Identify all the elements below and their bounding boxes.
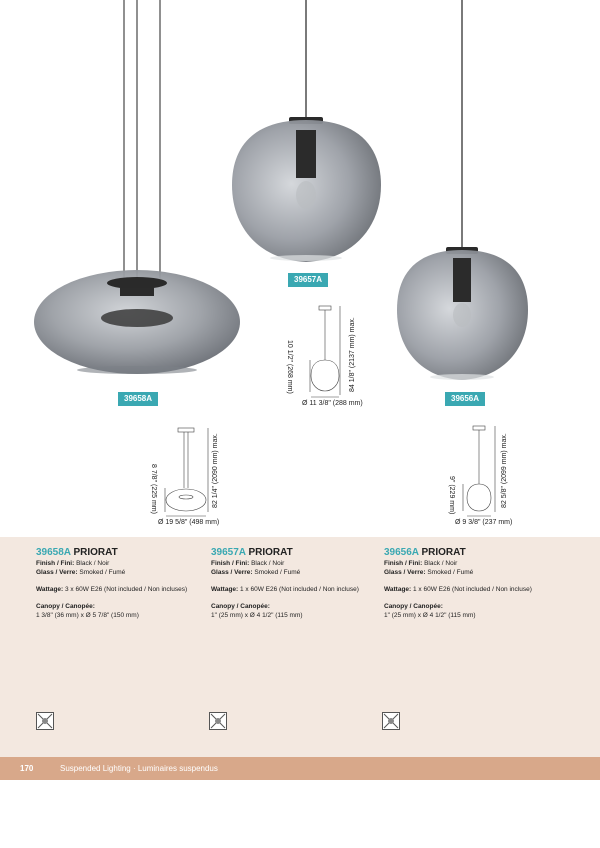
product-label-39656a: 39656A — [445, 392, 485, 406]
dim-39656a-height: 82 5/8" (2099 mm) max. — [501, 433, 508, 508]
dim-39658a-shade: 8 7/8" (225 mm) — [150, 464, 157, 514]
dim-39656a-width: Ø 9 3/8" (237 mm) — [455, 519, 513, 526]
dim-39656a-shade: 9" (229 mm) — [448, 476, 455, 515]
dim-39657a-shade: 10 1/2" (268 mm) — [286, 340, 293, 394]
page-footer — [0, 757, 600, 780]
spec-column-39656a: 39656A PRIORAT Finish / Fini: Black / Noir Glass / Verre: Smoked / Fumé Wattage: 1 x 60W E26 (Not included / Non incluse) Canopy / Canopée: 1" (25 mm) x Ø 4 1/2" (115 mm) — [384, 547, 554, 620]
spec-title: 39656A PRIORAT — [384, 547, 466, 558]
dimension-drawing-39657a — [310, 306, 340, 397]
spec-title: 39658A PRIORAT — [36, 547, 118, 558]
section-title: Suspended Lighting · Luminaires suspendus — [60, 764, 218, 773]
dimension-drawing-39658a — [165, 428, 208, 516]
dim-39658a-height: 82 1/4" (2090 mm) max. — [212, 433, 219, 508]
lamp-39657a-image — [232, 0, 381, 262]
page-number: 170 — [20, 764, 34, 773]
spec-column-39658a: 39658A PRIORAT Finish / Fini: Black / Noir Glass / Verre: Smoked / Fumé Wattage: 3 x 60W E26 (Not included / Non incluses) Canopy / Canopée: 1 3/8" (36 mm) x Ø 5 7/8" (150 mm) — [36, 547, 206, 620]
product-label-39657a: 39657A — [288, 273, 328, 287]
dim-39657a-width: Ø 11 3/8" (288 mm) — [302, 400, 363, 407]
dim-39658a-width: Ø 19 5/8" (498 mm) — [158, 519, 220, 526]
lamp-39658a-image — [34, 0, 240, 374]
specs-panel — [0, 537, 600, 757]
damp-location-icon — [382, 712, 400, 730]
dimension-drawing-39656a — [463, 426, 495, 516]
dim-39657a-height: 84 1/8" (2137 mm) max. — [349, 317, 356, 392]
spec-title: 39657A PRIORAT — [211, 547, 293, 558]
spec-column-39657a: 39657A PRIORAT Finish / Fini: Black / Noir Glass / Verre: Smoked / Fumé Wattage: 1 x 60W E26 (Not included / Non incluse) Canopy / Canopée: 1" (25 mm) x Ø 4 1/2" (115 mm) — [211, 547, 381, 620]
damp-location-icon — [209, 712, 227, 730]
damp-location-icon — [36, 712, 54, 730]
lamp-39656a-image — [397, 0, 528, 380]
product-label-39658a: 39658A — [118, 392, 158, 406]
